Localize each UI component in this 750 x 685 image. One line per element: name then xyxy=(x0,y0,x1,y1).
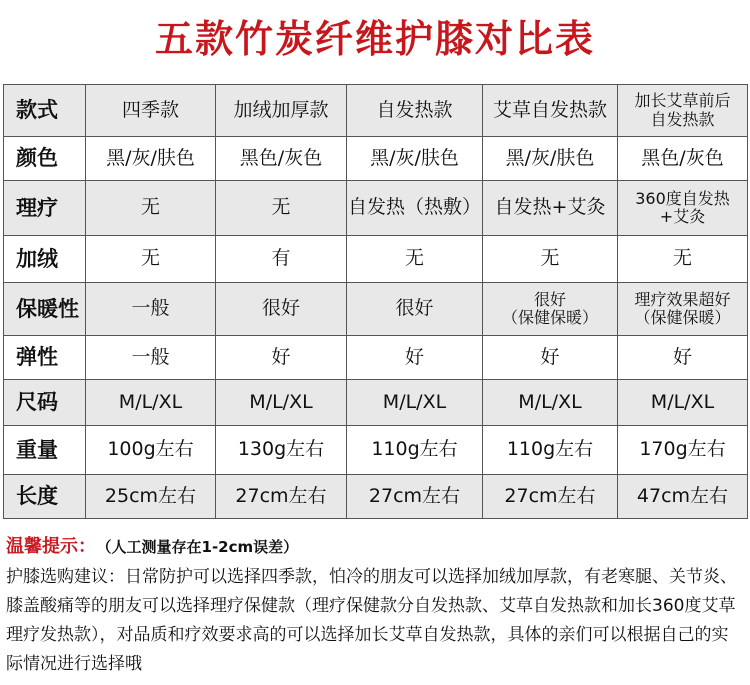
table-row xyxy=(4,426,748,475)
table-row xyxy=(4,380,748,426)
table-cell: 一般 xyxy=(86,283,216,336)
tip-detail: （人工测量存在1-2cm误差） xyxy=(104,538,299,556)
table-cell: 无 xyxy=(483,236,618,283)
table-cell: M/L/XL xyxy=(347,380,483,426)
column-header: 四季款 xyxy=(86,85,216,137)
table-cell: 很好 （保健保暖） xyxy=(483,283,618,336)
table-cell: 有 xyxy=(216,236,347,283)
table-cell: 理疗效果超好 （保健保暖） xyxy=(618,283,748,336)
row-header: 长度 xyxy=(4,475,86,519)
comparison-table-body xyxy=(4,85,748,519)
row-header: 弹性 xyxy=(4,336,86,380)
table-cell: 100g左右 xyxy=(86,426,216,475)
table-cell: 好 xyxy=(618,336,748,380)
table-cell: 47cm左右 xyxy=(618,475,748,519)
purchase-advice: 护膝选购建议：日常防护可以选择四季款，怕冷的朋友可以选择加绒加厚款，有老寒腿、关节炎、膝盖酸痛等的朋友可以选择理疗保健款（理疗保健款分自发热款、艾草自发热款和加长360度艾草理疗发热款），对品质和疗效要求高的可以选择加长艾草自发热款，具体的亲们可以根据自己的实际情况进行选择哦 xyxy=(6,567,737,674)
column-header: 加长艾草前后 自发热款 xyxy=(618,85,748,137)
table-row xyxy=(4,475,748,519)
table-row xyxy=(4,283,748,336)
table-cell: 27cm左右 xyxy=(483,475,618,519)
table-cell: 360度自发热 +艾灸 xyxy=(618,181,748,236)
tip-line xyxy=(6,532,298,558)
page-title: 五款竹炭纤维护膝对比表 xyxy=(154,17,595,61)
table-cell: 无 xyxy=(86,236,216,283)
column-header: 艾草自发热款 xyxy=(483,85,618,137)
table-row xyxy=(4,181,748,236)
table-cell: 很好 xyxy=(216,283,347,336)
table-cell: 无 xyxy=(347,236,483,283)
table-cell: M/L/XL xyxy=(216,380,347,426)
row-header: 尺码 xyxy=(4,380,86,426)
column-header: 加绒加厚款 xyxy=(216,85,347,137)
table-cell: 110g左右 xyxy=(347,426,483,475)
row-header: 保暖性 xyxy=(4,283,86,336)
table-cell: 黑/灰/肤色 xyxy=(483,137,618,181)
table-cell: M/L/XL xyxy=(618,380,748,426)
column-header: 自发热款 xyxy=(347,85,483,137)
table-cell: 130g左右 xyxy=(216,426,347,475)
table-row xyxy=(4,137,748,181)
table-row xyxy=(4,236,748,283)
table-cell: M/L/XL xyxy=(483,380,618,426)
table-cell: 黑/灰/肤色 xyxy=(86,137,216,181)
tip-label: 温馨提示： xyxy=(6,536,96,557)
table-cell: M/L/XL xyxy=(86,380,216,426)
table-cell: 一般 xyxy=(86,336,216,380)
table-cell: 好 xyxy=(347,336,483,380)
table-cell: 自发热（热敷） xyxy=(347,181,483,236)
table-cell: 27cm左右 xyxy=(347,475,483,519)
table-cell: 无 xyxy=(86,181,216,236)
table-row xyxy=(4,336,748,380)
table-cell: 黑色/灰色 xyxy=(216,137,347,181)
row-header: 加绒 xyxy=(4,236,86,283)
table-cell: 黑/灰/肤色 xyxy=(347,137,483,181)
row-header: 颜色 xyxy=(4,137,86,181)
table-cell: 27cm左右 xyxy=(216,475,347,519)
table-cell: 无 xyxy=(216,181,347,236)
row-header: 重量 xyxy=(4,426,86,475)
row-header: 款式 xyxy=(4,85,86,137)
table-cell: 110g左右 xyxy=(483,426,618,475)
row-header: 理疗 xyxy=(4,181,86,236)
table-cell: 170g左右 xyxy=(618,426,748,475)
table-cell: 无 xyxy=(618,236,748,283)
table-cell: 自发热+艾灸 xyxy=(483,181,618,236)
table-cell: 好 xyxy=(216,336,347,380)
comparison-table xyxy=(3,84,748,519)
header-row xyxy=(4,85,748,137)
table-cell: 黑色/灰色 xyxy=(618,137,748,181)
table-cell: 很好 xyxy=(347,283,483,336)
table-cell: 25cm左右 xyxy=(86,475,216,519)
table-cell: 好 xyxy=(483,336,618,380)
